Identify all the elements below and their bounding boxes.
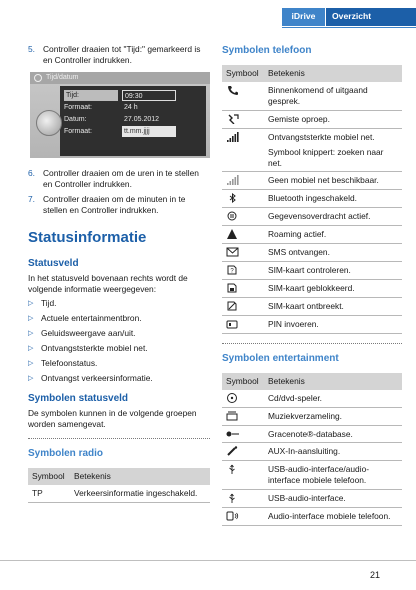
column-header: Betekenis xyxy=(264,65,402,82)
list-item-text: Actuele entertainmentbron. xyxy=(41,312,142,323)
list-item xyxy=(28,358,210,369)
roaming-icon xyxy=(222,226,264,244)
table-cell-meaning: Geen mobiel net beschikbaar. xyxy=(264,172,402,190)
missed-call-icon xyxy=(222,110,264,128)
table-row xyxy=(222,190,402,208)
section-title-telefoon: Symbolen telefoon xyxy=(222,45,312,56)
meaning-text: Ontvangststerkte mobiel net. xyxy=(268,131,375,142)
meaning-note: Symbool knippert: zoeken naar net. xyxy=(268,146,384,168)
subsection-title-statusveld: Statusveld xyxy=(28,258,79,270)
list-item-text: Ontvangst verkeersinformatie. xyxy=(41,372,153,383)
screen-row-label: Formaat: xyxy=(64,127,93,135)
section-title-radio: Symbolen radio xyxy=(28,447,104,459)
table-row xyxy=(222,490,402,508)
controller-knob-icon xyxy=(36,110,62,136)
table-cell-meaning: Binnenkomend of uitgaand gesprek. xyxy=(264,82,402,110)
screen-row xyxy=(64,114,176,125)
step-5 xyxy=(28,44,210,66)
column-header: Symbool xyxy=(222,65,264,82)
table-cell-meaning: Bluetooth ingeschakeld. xyxy=(264,190,402,208)
footer-rule xyxy=(0,560,416,561)
entertainment-table xyxy=(222,373,402,526)
table-cell-meaning: Muziekverzameling. xyxy=(264,407,402,425)
symbolen-text: De symbolen kunnen in de volgende groepen worden samengevat. xyxy=(28,407,197,429)
list-item xyxy=(28,313,210,324)
table-row xyxy=(222,262,402,280)
header-rule xyxy=(282,27,416,28)
radio-table xyxy=(28,468,210,503)
table-row xyxy=(222,443,402,461)
table-cell-meaning: Gemiste oproep. xyxy=(264,110,402,128)
column-header: Symbool xyxy=(222,373,264,390)
aux-in-icon xyxy=(222,443,264,461)
step-text: Controller draaien om de minuten in te stellen en Controller indrukken. xyxy=(43,193,186,215)
page-number: 21 xyxy=(370,570,381,580)
table-cell-meaning: PIN invoeren. xyxy=(264,315,402,333)
table-header-row xyxy=(222,373,402,390)
table-row xyxy=(222,208,402,226)
section-title-statusinformatie: Statusinformatie xyxy=(28,228,147,246)
list-item xyxy=(28,328,210,339)
table-cell-meaning: Cd/dvd-speler. xyxy=(264,390,402,407)
table-row xyxy=(222,172,402,190)
idrive-screen-image xyxy=(30,72,210,158)
clock-icon xyxy=(34,74,42,82)
table-row xyxy=(222,461,402,490)
screen-row-label: Tijd: xyxy=(64,90,118,101)
sim-locked-icon xyxy=(222,279,264,297)
statusveld-list xyxy=(28,298,210,384)
bullet-marker-icon: ▷ xyxy=(28,314,34,322)
audio-interface-phone-icon xyxy=(222,508,264,526)
step-6 xyxy=(28,168,210,190)
screen-row-value: tt.mm.jjjj xyxy=(122,126,176,137)
list-item-text: Telefoonstatus. xyxy=(41,357,98,368)
signal-strength-icon xyxy=(222,128,264,172)
step-number: 6. xyxy=(28,167,35,178)
step-number: 7. xyxy=(28,193,35,204)
screen-row-value: 09:30 xyxy=(122,90,176,101)
step-number: 5. xyxy=(28,44,35,54)
phone-handset-icon xyxy=(222,82,264,110)
table-row xyxy=(222,226,402,244)
table-row xyxy=(222,315,402,333)
right-column xyxy=(222,44,402,526)
screen-row-value: 27.05.2012 xyxy=(124,115,160,123)
tab-idrive: iDrive xyxy=(282,8,325,26)
bullet-marker-icon: ▷ xyxy=(28,299,34,307)
radio-section xyxy=(28,438,210,503)
data-transfer-icon xyxy=(222,208,264,226)
screen-title-text: Tijd/datum xyxy=(46,73,79,81)
list-item xyxy=(28,373,210,384)
list-item xyxy=(28,298,210,309)
column-header: Betekenis xyxy=(70,468,210,485)
no-network-icon xyxy=(222,172,264,190)
list-item-text: Geluidsweergave aan/uit. xyxy=(41,327,136,338)
column-header: Symbool xyxy=(28,468,70,485)
table-cell-meaning: SMS ontvangen. xyxy=(264,244,402,262)
table-cell-meaning: Roaming actief. xyxy=(264,226,402,244)
screen-row xyxy=(64,102,176,113)
table-cell-meaning: Gracenote®-database. xyxy=(264,425,402,443)
table-row xyxy=(222,425,402,443)
screen-row-value: 24 h xyxy=(124,103,138,111)
table-cell-meaning: Audio-interface mobiele telefoon. xyxy=(264,508,402,526)
music-collection-icon xyxy=(222,407,264,425)
table-row xyxy=(222,128,402,172)
table-row xyxy=(222,508,402,526)
list-item-text: Ontvangststerkte mobiel net. xyxy=(41,342,148,353)
bullet-marker-icon: ▷ xyxy=(28,344,34,352)
table-row xyxy=(222,390,402,407)
table-cell-meaning: USB-audio-interface. xyxy=(264,490,402,508)
table-cell-meaning: SIM-kaart controleren. xyxy=(264,262,402,280)
step-text: Controller draaien om de uren in te stellen en Controller indrukken. xyxy=(43,167,199,189)
table-cell-meaning: USB-audio-interface/audio-interface mobiele telefoon. xyxy=(264,461,402,490)
statusveld-intro: In het statusveld bovenaan rechts wordt de volgende informatie weergegeven: xyxy=(28,273,188,294)
table-cell-symbol: TP xyxy=(28,485,70,502)
table-row xyxy=(222,297,402,315)
table-cell-meaning xyxy=(264,128,402,172)
svg-text:?: ? xyxy=(230,268,234,275)
table-cell-meaning: AUX-In-aansluiting. xyxy=(264,443,402,461)
screen-title xyxy=(30,72,210,84)
table-row xyxy=(222,110,402,128)
section-title-entertainment: Symbolen entertainment xyxy=(222,352,339,364)
table-row xyxy=(222,279,402,297)
table-header-row xyxy=(222,65,402,82)
table-cell-meaning: Verkeersinformatie ingeschakeld. xyxy=(70,485,210,502)
list-item-text: Tijd. xyxy=(41,297,57,308)
bullet-marker-icon: ▷ xyxy=(28,359,34,367)
bluetooth-icon xyxy=(222,190,264,208)
list-item xyxy=(28,343,210,354)
screen-row xyxy=(64,126,176,137)
tab-overzicht: Overzicht xyxy=(326,8,416,26)
pin-entry-icon xyxy=(222,315,264,333)
table-row xyxy=(222,244,402,262)
subsection-title-symbolen-statusveld: Symbolen statusveld xyxy=(28,392,129,404)
table-row xyxy=(222,82,402,110)
entertainment-section xyxy=(222,343,402,526)
left-column xyxy=(28,44,210,503)
screen-row-label: Formaat: xyxy=(64,103,93,111)
table-row xyxy=(222,407,402,425)
screen-row xyxy=(64,90,176,101)
table-header-row xyxy=(28,468,210,485)
sms-envelope-icon xyxy=(222,244,264,262)
column-header: Betekenis xyxy=(264,373,402,390)
gracenote-logo-icon xyxy=(222,425,264,443)
screen-row-label: Datum: xyxy=(64,115,87,123)
step-text: Controller draaien tot "Tijd:" gemarkeerd is en Controller indrukken. xyxy=(43,44,201,65)
sim-check-icon xyxy=(222,262,264,280)
table-cell-meaning: SIM-kaart geblokkeerd. xyxy=(264,279,402,297)
step-7 xyxy=(28,194,210,216)
table-cell-meaning: Gegevensoverdracht actief. xyxy=(264,208,402,226)
bullet-marker-icon: ▷ xyxy=(28,329,34,337)
sim-missing-icon xyxy=(222,297,264,315)
table-row xyxy=(28,485,210,502)
table-cell-meaning: SIM-kaart ontbreekt. xyxy=(264,297,402,315)
bullet-marker-icon: ▷ xyxy=(28,374,34,382)
cd-dvd-icon xyxy=(222,390,264,407)
telefoon-table xyxy=(222,65,402,334)
usb-icon xyxy=(222,490,264,508)
usb-phone-icon xyxy=(222,461,264,490)
telefoon-section xyxy=(222,44,402,334)
